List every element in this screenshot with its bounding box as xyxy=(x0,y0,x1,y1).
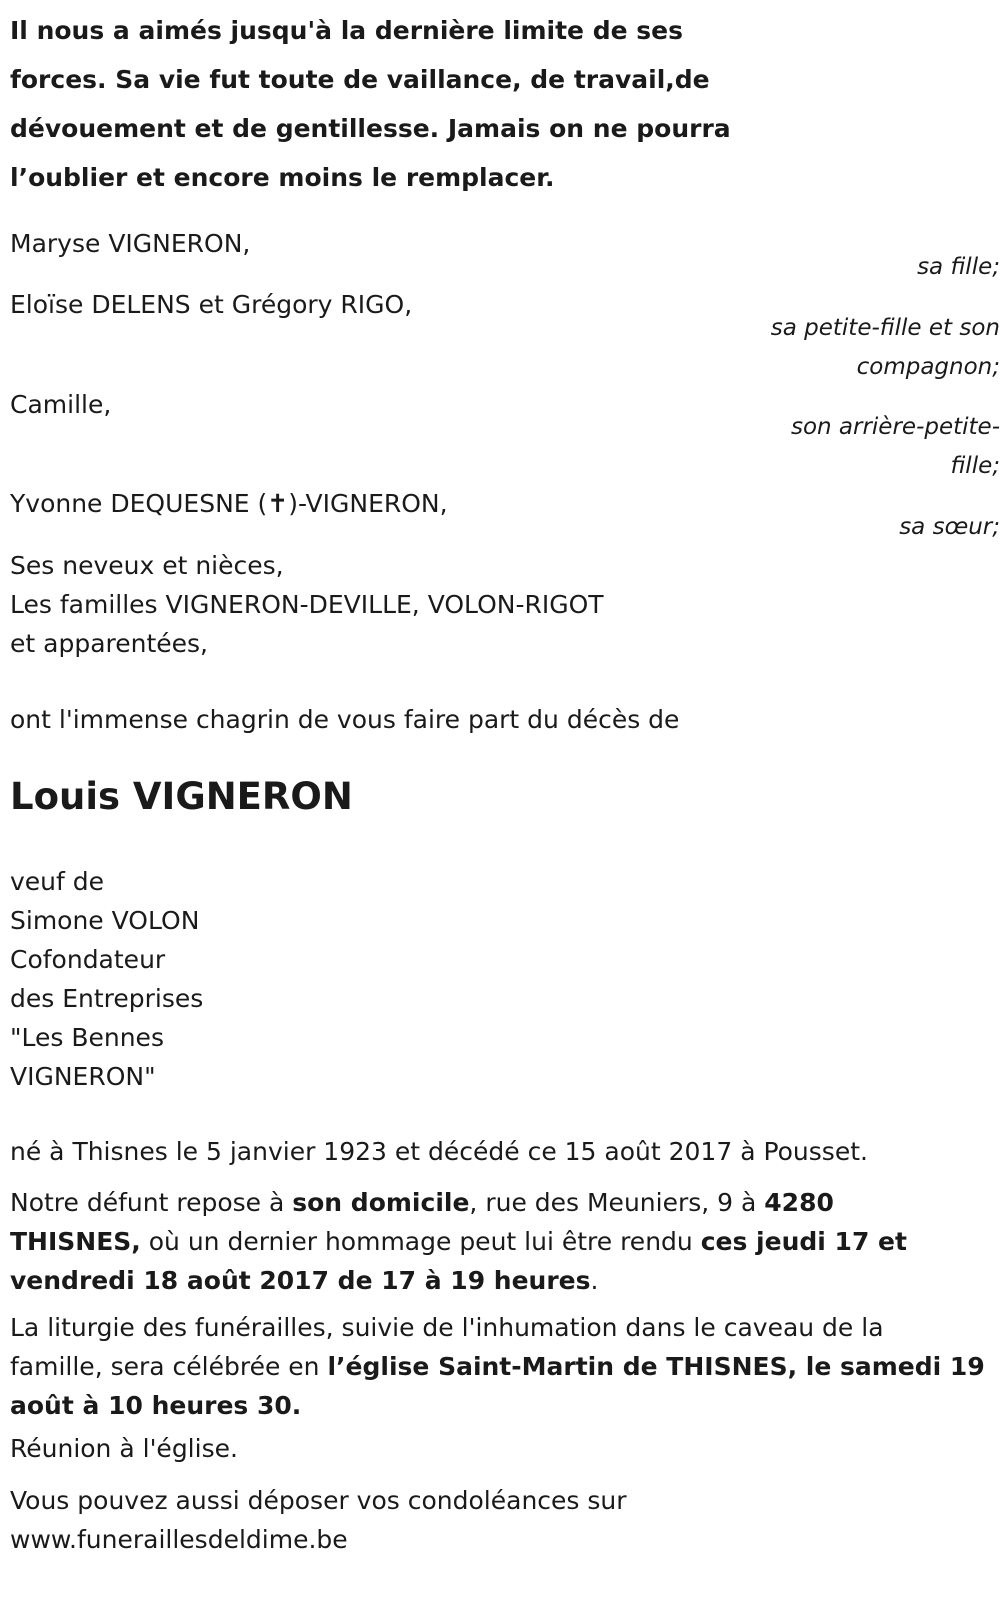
deceased-detail-line: VIGNERON" xyxy=(10,1062,156,1091)
family-sister-name: Yvonne DEQUESNE (✝)-VIGNERON, xyxy=(10,489,448,518)
family-others xyxy=(10,546,604,663)
quote-line: dévouement et de gentillesse. Jamais on ne pourra xyxy=(10,114,731,143)
condolences-website: www.funeraillesdeldime.be xyxy=(10,1525,348,1554)
deceased-detail-line: "Les Bennes xyxy=(10,1023,164,1052)
condolences-text: Vous pouvez aussi déposer vos condoléances sur xyxy=(10,1486,627,1515)
reunion-text: Réunion à l'église. xyxy=(10,1434,238,1463)
family-greatgranddaughter-name: Camille, xyxy=(10,390,112,419)
family-others-line: Ses neveux et nièces, xyxy=(10,551,284,580)
liturgy-paragraph: La liturgie des funérailles, suivie de l'inhumation dans le caveau de la famille, sera célébrée en l’église Saint-Martin de THISNES, le samedi 19 août à 10 heures 30. xyxy=(10,1313,985,1420)
relation-greatgranddaughter: son arrière-petite- fille; xyxy=(790,414,1000,479)
visitation-paragraph: Notre défunt repose à son domicile, rue des Meuniers, 9 à 4280 THISNES, où un dernier hommage peut lui être rendu ces jeudi 17 et vendredi 18 août 2017 de 17 à 19 heures. xyxy=(10,1188,907,1295)
family-others-line: Les familles VIGNERON-DEVILLE, VOLON-RIGOT xyxy=(10,590,604,619)
family-granddaughter-name: Eloïse DELENS et Grégory RIGO, xyxy=(10,290,413,319)
birth-death-text: né à Thisnes le 5 janvier 1923 et décédé ce 15 août 2017 à Pousset. xyxy=(10,1137,868,1166)
deceased-name: Louis VIGNERON xyxy=(10,775,353,818)
deceased-detail-line: des Entreprises xyxy=(10,984,204,1013)
quote-line: l’oublier et encore moins le remplacer. xyxy=(10,163,555,192)
family-others-line: et apparentées, xyxy=(10,629,208,658)
relation-sister: sa sœur; xyxy=(899,514,1000,540)
deceased-details xyxy=(10,862,203,1096)
relation-daughter: sa fille; xyxy=(917,254,1000,280)
family-daughter-name: Maryse VIGNERON, xyxy=(10,229,251,258)
deceased-detail-line: veuf de xyxy=(10,867,105,896)
opening-quote xyxy=(10,6,750,202)
deceased-detail-line: Cofondateur xyxy=(10,945,166,974)
relation-granddaughter: sa petite-fille et son compagnon; xyxy=(770,315,1000,380)
quote-line: Il nous a aimés jusqu'à la dernière limite de ses xyxy=(10,16,683,45)
condolences-paragraph xyxy=(10,1481,980,1559)
announcement-text: ont l'immense chagrin de vous faire part du décès de xyxy=(10,705,680,734)
quote-line: forces. Sa vie fut toute de vaillance, de travail,de xyxy=(10,65,710,94)
deceased-detail-line: Simone VOLON xyxy=(10,906,200,935)
